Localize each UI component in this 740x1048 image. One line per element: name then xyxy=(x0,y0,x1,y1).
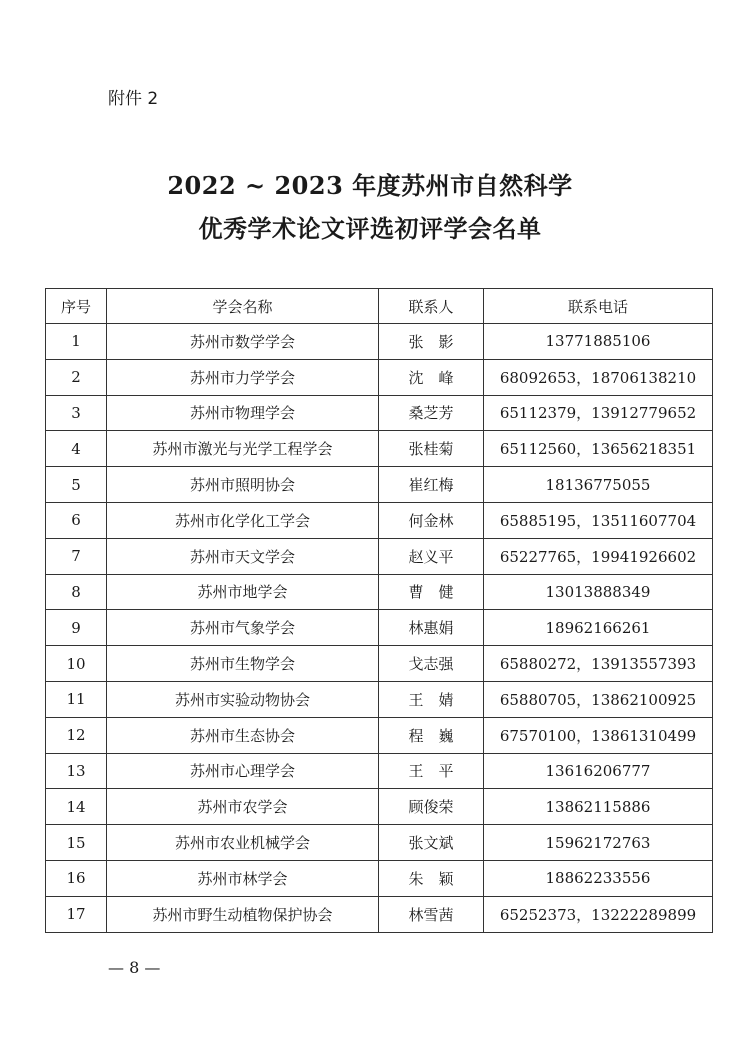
table-row xyxy=(46,574,713,610)
header-society-name: 学会名称 xyxy=(107,289,379,324)
table-row xyxy=(46,431,713,467)
contact-person: 张 影 xyxy=(379,324,484,360)
society-name: 苏州市照明协会 xyxy=(107,467,379,503)
society-name: 苏州市实验动物协会 xyxy=(107,681,379,717)
contact-person: 王 平 xyxy=(379,753,484,789)
society-name: 苏州市农业机械学会 xyxy=(107,825,379,861)
contact-person: 赵义平 xyxy=(379,538,484,574)
table-row xyxy=(46,395,713,431)
table-row xyxy=(46,681,713,717)
contact-person: 戈志强 xyxy=(379,646,484,682)
society-name: 苏州市地学会 xyxy=(107,574,379,610)
contact-person: 何金林 xyxy=(379,502,484,538)
phone-number: 65252373，13222289899 xyxy=(484,896,713,932)
contact-person: 张桂菊 xyxy=(379,431,484,467)
society-name: 苏州市力学学会 xyxy=(107,359,379,395)
row-index: 15 xyxy=(46,825,107,861)
contact-person: 曹 健 xyxy=(379,574,484,610)
phone-number: 67570100，13861310499 xyxy=(484,717,713,753)
header-phone: 联系电话 xyxy=(484,289,713,324)
society-name: 苏州市农学会 xyxy=(107,789,379,825)
row-index: 17 xyxy=(46,896,107,932)
society-name: 苏州市生物学会 xyxy=(107,646,379,682)
phone-number: 65112560，13656218351 xyxy=(484,431,713,467)
table-row xyxy=(46,860,713,896)
society-name: 苏州市激光与光学工程学会 xyxy=(107,431,379,467)
phone-number: 65227765，19941926602 xyxy=(484,538,713,574)
phone-number: 65880705，13862100925 xyxy=(484,681,713,717)
row-index: 4 xyxy=(46,431,107,467)
row-index: 3 xyxy=(46,395,107,431)
table-row xyxy=(46,538,713,574)
row-index: 5 xyxy=(46,467,107,503)
society-name: 苏州市林学会 xyxy=(107,860,379,896)
phone-number: 65880272，13913557393 xyxy=(484,646,713,682)
contact-person: 林雪茜 xyxy=(379,896,484,932)
phone-number: 68092653，18706138210 xyxy=(484,359,713,395)
table-row xyxy=(46,646,713,682)
society-name: 苏州市化学化工学会 xyxy=(107,502,379,538)
page-title-line2: 优秀学术论文评选初评学会名单 xyxy=(198,214,542,243)
row-index: 11 xyxy=(46,681,107,717)
phone-number: 13771885106 xyxy=(484,324,713,360)
row-index: 10 xyxy=(46,646,107,682)
phone-number: 65885195，13511607704 xyxy=(484,502,713,538)
attachment-label: 附件 2 xyxy=(108,89,159,109)
contact-person: 朱 颖 xyxy=(379,860,484,896)
table-row xyxy=(46,359,713,395)
contact-person: 林惠娟 xyxy=(379,610,484,646)
contact-person: 张文斌 xyxy=(379,825,484,861)
society-name: 苏州市物理学会 xyxy=(107,395,379,431)
contact-person: 程 巍 xyxy=(379,717,484,753)
row-index: 2 xyxy=(46,359,107,395)
table-row xyxy=(46,467,713,503)
header-contact-person: 联系人 xyxy=(379,289,484,324)
table-row xyxy=(46,753,713,789)
table-row xyxy=(46,896,713,932)
society-name: 苏州市心理学会 xyxy=(107,753,379,789)
table-header-row xyxy=(46,289,713,324)
society-table xyxy=(45,288,713,933)
phone-number: 18136775055 xyxy=(484,467,713,503)
society-name: 苏州市气象学会 xyxy=(107,610,379,646)
row-index: 12 xyxy=(46,717,107,753)
society-name: 苏州市生态协会 xyxy=(107,717,379,753)
table-row xyxy=(46,789,713,825)
contact-person: 沈 峰 xyxy=(379,359,484,395)
table-row xyxy=(46,717,713,753)
header-index: 序号 xyxy=(46,289,107,324)
phone-number: 18962166261 xyxy=(484,610,713,646)
row-index: 16 xyxy=(46,860,107,896)
society-name: 苏州市数学学会 xyxy=(107,324,379,360)
row-index: 9 xyxy=(46,610,107,646)
row-index: 14 xyxy=(46,789,107,825)
table-row xyxy=(46,825,713,861)
phone-number: 13013888349 xyxy=(484,574,713,610)
phone-number: 65112379，13912779652 xyxy=(484,395,713,431)
table-row xyxy=(46,502,713,538)
society-name: 苏州市天文学会 xyxy=(107,538,379,574)
page-title-line1: 2022 ~ 2023 年度苏州市自然科学 xyxy=(167,171,573,200)
page-number: — 8 — xyxy=(108,958,161,977)
table-row xyxy=(46,324,713,360)
phone-number: 15962172763 xyxy=(484,825,713,861)
society-name: 苏州市野生动植物保护协会 xyxy=(107,896,379,932)
contact-person: 崔红梅 xyxy=(379,467,484,503)
phone-number: 13616206777 xyxy=(484,753,713,789)
phone-number: 13862115886 xyxy=(484,789,713,825)
table-row xyxy=(46,610,713,646)
row-index: 8 xyxy=(46,574,107,610)
contact-person: 王 婧 xyxy=(379,681,484,717)
row-index: 13 xyxy=(46,753,107,789)
row-index: 7 xyxy=(46,538,107,574)
row-index: 6 xyxy=(46,502,107,538)
contact-person: 桑芝芳 xyxy=(379,395,484,431)
row-index: 1 xyxy=(46,324,107,360)
contact-person: 顾俊荣 xyxy=(379,789,484,825)
phone-number: 18862233556 xyxy=(484,860,713,896)
